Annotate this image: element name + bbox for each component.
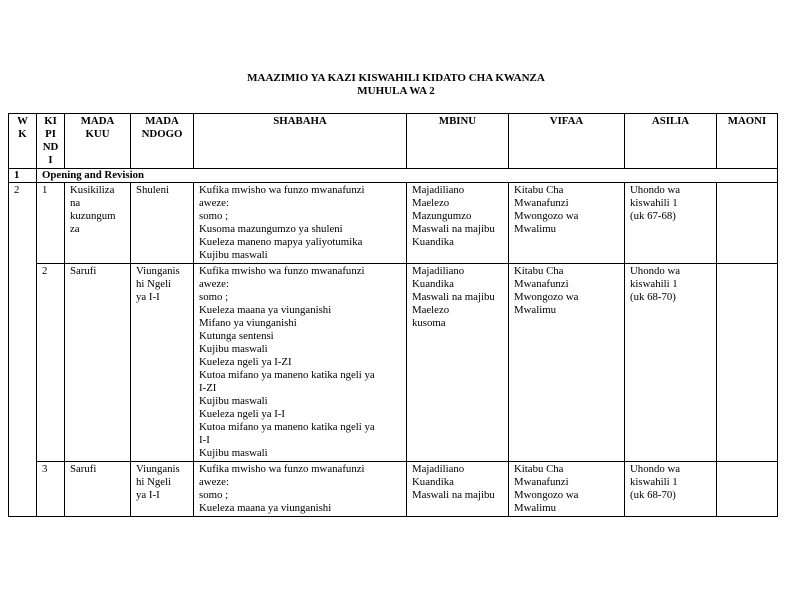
cell-line: kiswahili 1 xyxy=(630,197,678,209)
cell-line: Mwongozo wa xyxy=(514,210,579,222)
cell-line: Kuandika xyxy=(412,476,454,488)
cell-mbinu xyxy=(407,264,509,462)
cell-line: Kujibu maswali xyxy=(199,343,268,355)
cell-line: (uk 68-70) xyxy=(630,291,676,303)
cell-line: Mwongozo wa xyxy=(514,489,579,501)
cell-vifaa xyxy=(509,183,625,264)
cell-line: Uhondo wa xyxy=(630,184,681,196)
cell-asilia xyxy=(625,462,717,517)
cell-line: Kueleza ngeli ya I-ZI xyxy=(199,356,292,368)
cell-line: Sarufi xyxy=(70,265,97,277)
cell-kipindi: 2 xyxy=(37,264,65,462)
header-kipindi xyxy=(37,114,65,169)
cell-line: hi Ngeli xyxy=(136,278,172,290)
cell-line: Kueleza maneno mapya yaliyotumika xyxy=(199,236,363,248)
cell-mada-kuu xyxy=(65,264,131,462)
cell-line: ya I-I xyxy=(136,489,160,501)
header-text: KUU xyxy=(85,128,110,140)
cell-line: Mwanafunzi xyxy=(514,476,569,488)
section-row xyxy=(9,169,778,183)
section-label: Opening and Revision xyxy=(37,169,778,183)
header-text: ND xyxy=(42,141,59,153)
header-mada-kuu xyxy=(65,114,131,169)
header-wk xyxy=(9,114,37,169)
cell-line: aweze: xyxy=(199,476,229,488)
cell-line: Viunganis xyxy=(136,265,180,277)
cell-line: kuzungum xyxy=(70,210,116,222)
cell-line: Mifano ya viunganishi xyxy=(199,317,297,329)
cell-line: Kusoma mazungumzo ya shuleni xyxy=(199,223,343,235)
cell-mada-kuu xyxy=(65,183,131,264)
cell-mbinu xyxy=(407,183,509,264)
cell-line: somo ; xyxy=(199,210,229,222)
header-mbinu xyxy=(407,114,509,169)
header-vifaa xyxy=(509,114,625,169)
cell-line: Kutunga sentensi xyxy=(199,330,274,342)
cell-mbinu xyxy=(407,462,509,517)
cell-line: Maelezo xyxy=(412,197,450,209)
scheme-of-work-table xyxy=(8,113,778,517)
header-text: KI xyxy=(44,115,57,127)
cell-mada-ndogo xyxy=(131,264,194,462)
cell-line: za xyxy=(70,223,80,235)
cell-kipindi: 1 xyxy=(37,183,65,264)
header-text: I xyxy=(48,154,53,166)
header-asilia xyxy=(625,114,717,169)
header-mada-ndogo xyxy=(131,114,194,169)
cell-line: Kitabu Cha xyxy=(514,463,564,475)
cell-line: Kueleza maana ya viunganishi xyxy=(199,502,332,514)
cell-line: Majadiliano xyxy=(412,463,465,475)
cell-asilia xyxy=(625,264,717,462)
section-week: 1 xyxy=(9,169,37,183)
header-text: SHABAHA xyxy=(273,115,327,127)
cell-line: Mwalimu xyxy=(514,223,556,235)
cell-line: Mwalimu xyxy=(514,304,556,316)
week-cell: 2 xyxy=(9,183,37,517)
cell-line: Uhondo wa xyxy=(630,265,681,277)
table-row xyxy=(9,183,778,264)
cell-line: aweze: xyxy=(199,278,229,290)
header-text: PI xyxy=(45,128,56,140)
cell-line: Kitabu Cha xyxy=(514,265,564,277)
cell-line: kiswahili 1 xyxy=(630,278,678,290)
cell-line: Shuleni xyxy=(136,184,169,196)
cell-line: I-I xyxy=(199,434,210,446)
header-text: MAONI xyxy=(727,115,767,127)
header-text: NDOGO xyxy=(141,128,183,140)
cell-line: Kueleza ngeli ya I-I xyxy=(199,408,286,420)
cell-line: Viunganis xyxy=(136,463,180,475)
header-text: MADA xyxy=(80,115,115,127)
cell-vifaa xyxy=(509,462,625,517)
header-text: MBINU xyxy=(438,115,477,127)
cell-line: Mwongozo wa xyxy=(514,291,579,303)
table-row xyxy=(9,264,778,462)
cell-line: Mwanafunzi xyxy=(514,278,569,290)
header-shabaha xyxy=(194,114,407,169)
cell-line: Kueleza maana ya viunganishi xyxy=(199,304,332,316)
cell-shabaha xyxy=(194,462,407,517)
header-text: VIFAA xyxy=(549,115,584,127)
cell-shabaha xyxy=(194,183,407,264)
cell-line: Kufika mwisho wa funzo mwanafunzi xyxy=(199,463,365,475)
cell-maoni xyxy=(717,264,778,462)
cell-line: Kujibu maswali xyxy=(199,395,268,407)
title-line: MAAZIMIO YA KAZI KISWAHILI KIDATO CHA KWANZA xyxy=(247,72,545,84)
cell-line: kusoma xyxy=(412,317,446,329)
cell-line: Kujibu maswali xyxy=(199,447,268,459)
cell-line: (uk 67-68) xyxy=(630,210,676,222)
cell-line: aweze: xyxy=(199,197,229,209)
cell-line: Kutoa mifano ya maneno katika ngeli ya xyxy=(199,421,375,433)
cell-line: na xyxy=(70,197,81,209)
cell-line: Kujibu maswali xyxy=(199,249,268,261)
cell-shabaha xyxy=(194,264,407,462)
cell-mada-ndogo xyxy=(131,462,194,517)
cell-line: somo ; xyxy=(199,291,229,303)
cell-line: Maelezo xyxy=(412,304,450,316)
document-title xyxy=(0,72,792,98)
cell-asilia xyxy=(625,183,717,264)
header-row xyxy=(9,114,778,169)
cell-line: Sarufi xyxy=(70,463,97,475)
table-row xyxy=(9,462,778,517)
header-text: W xyxy=(17,115,28,127)
cell-line: (uk 68-70) xyxy=(630,489,676,501)
cell-line: Kusikiliza xyxy=(70,184,115,196)
cell-maoni xyxy=(717,462,778,517)
cell-line: kiswahili 1 xyxy=(630,476,678,488)
cell-line: Maswali na majibu xyxy=(412,489,495,501)
cell-line: Mwalimu xyxy=(514,502,556,514)
cell-line: Kuandika xyxy=(412,236,454,248)
cell-line: somo ; xyxy=(199,489,229,501)
header-text: MADA xyxy=(145,115,179,127)
cell-kipindi: 3 xyxy=(37,462,65,517)
cell-line: Mwanafunzi xyxy=(514,197,569,209)
cell-line: Majadiliano xyxy=(412,184,465,196)
cell-maoni xyxy=(717,183,778,264)
cell-line: Kitabu Cha xyxy=(514,184,564,196)
cell-vifaa xyxy=(509,264,625,462)
cell-line: Majadiliano xyxy=(412,265,465,277)
cell-line: ya I-I xyxy=(136,291,160,303)
cell-line: hi Ngeli xyxy=(136,476,172,488)
cell-line: Kuandika xyxy=(412,278,454,290)
cell-line: Uhondo wa xyxy=(630,463,681,475)
cell-line: I-ZI xyxy=(199,382,217,394)
cell-mada-kuu xyxy=(65,462,131,517)
cell-mada-ndogo xyxy=(131,183,194,264)
cell-line: Mazungumzo xyxy=(412,210,472,222)
cell-line: Kutoa mifano ya maneno katika ngeli ya xyxy=(199,369,375,381)
cell-line: Maswali na majibu xyxy=(412,291,495,303)
header-maoni xyxy=(717,114,778,169)
cell-line: Kufika mwisho wa funzo mwanafunzi xyxy=(199,265,365,277)
header-text: K xyxy=(18,128,27,140)
title-line: MUHULA WA 2 xyxy=(357,85,435,97)
header-text: ASILIA xyxy=(651,115,690,127)
cell-line: Maswali na majibu xyxy=(412,223,495,235)
cell-line: Kufika mwisho wa funzo mwanafunzi xyxy=(199,184,365,196)
